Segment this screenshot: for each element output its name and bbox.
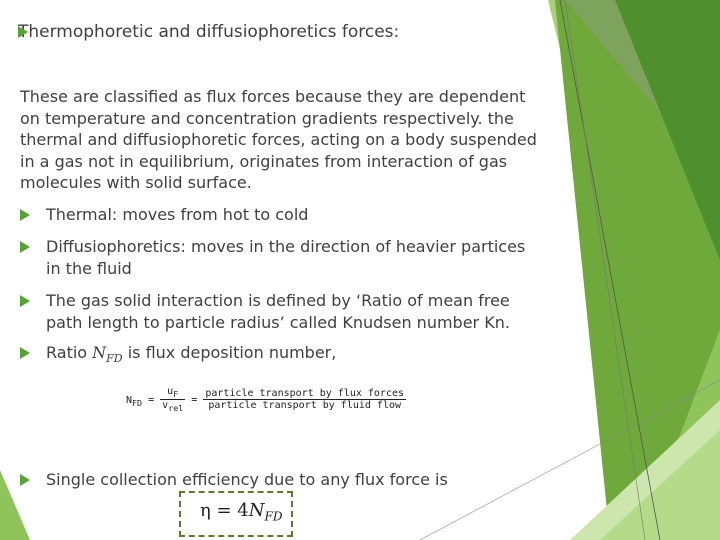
formula-equals-2: = xyxy=(191,394,198,406)
slide-heading-row xyxy=(18,22,399,42)
formula-text-ratio: $\frac{\text{particle transport by flux forces}}{\text{particle transport by fluid flow}}$ xyxy=(205,388,405,411)
bullet-arrow-icon xyxy=(20,241,30,253)
nfd-formula xyxy=(126,386,406,413)
nfd-symbol: $N_{FD}$ xyxy=(92,343,123,366)
bullet-ratio-text xyxy=(46,342,540,370)
bullet-diffusiophoretics xyxy=(20,236,540,279)
bullet-knudsen xyxy=(20,290,540,333)
bullet-knudsen-text: The gas solid interaction is defined by ‘Ratio of mean free path length to particle radius’ called Knudsen number Kn. xyxy=(46,291,510,332)
bullet-thermal-text: Thermal: moves from hot to cold xyxy=(46,205,309,224)
formula-equals: = xyxy=(148,394,155,406)
bullet-diffusiophoretics-text: Diffusiophoretics: moves in the direction of heavier partices in the fluid xyxy=(46,237,526,278)
bullet-arrow-icon xyxy=(18,26,28,38)
ratio-suffix: is flux deposition number, xyxy=(122,343,337,362)
slide-heading: Thermophoretic and diffusiophoretics forces: xyxy=(18,22,400,42)
bullet-arrow-icon xyxy=(20,209,30,221)
bullet-thermal xyxy=(20,204,540,226)
bullet-arrow-icon xyxy=(20,474,30,486)
eta-equation: $\eta = 4N_{FD}$ xyxy=(200,500,283,524)
ratio-prefix: Ratio xyxy=(46,343,93,362)
bullet-ratio xyxy=(20,342,540,370)
bullet-collection-efficiency-text: Single collection efficiency due to any flux force is xyxy=(46,470,448,489)
bullet-arrow-icon xyxy=(20,295,30,307)
bullet-collection-efficiency xyxy=(20,469,540,491)
formula-lhs: $N_{FD}$ xyxy=(126,394,143,408)
formula-velocity-ratio: $\frac{u_F}{v_{rel}}$ xyxy=(162,386,184,413)
intro-paragraph: These are classified as flux forces because they are dependent on temperature and concentration gradients respectively. the thermal and diffusiophoretic forces, acting on a body suspended in a gas not in equilibrium, originates from interaction of gas molecules with solid surface. xyxy=(20,87,537,192)
bullet-arrow-icon xyxy=(20,347,30,359)
